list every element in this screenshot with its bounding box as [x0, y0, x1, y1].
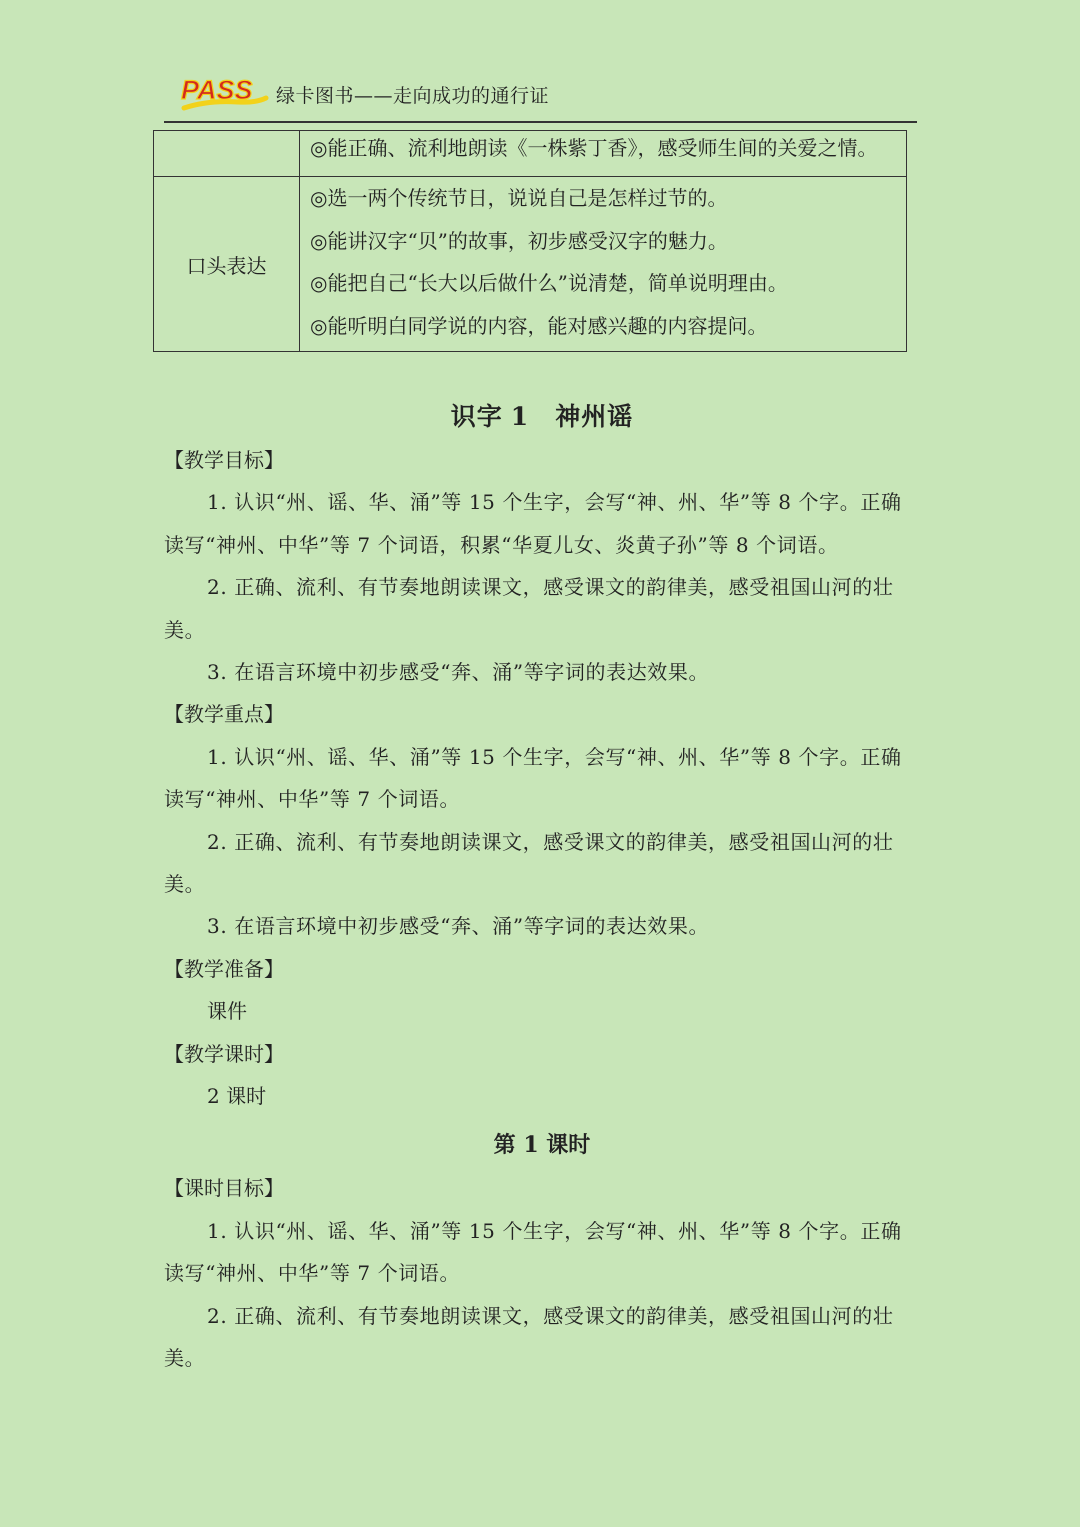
- header-divider: [164, 121, 917, 123]
- table-item: ◎能听明白同学说的内容，能对感兴趣的内容提问。: [310, 313, 768, 338]
- table-item: ◎能讲汉字“贝”的故事，初步感受汉字的魅力。: [310, 228, 728, 253]
- period-title: 第 1 课时: [493, 1132, 591, 1159]
- table-row: [154, 131, 907, 177]
- preparation-heading: 【教学准备】: [164, 956, 284, 981]
- lesson-content: [164, 395, 920, 1379]
- lesson-title-name: 神州谣: [555, 402, 634, 431]
- table-category-cell-empty: [154, 131, 300, 177]
- lesson-title-prefix: 识字: [450, 402, 503, 431]
- page-header: [178, 72, 549, 116]
- pass-logo: [178, 72, 270, 116]
- header-tagline: 绿卡图书——走向成功的通行证: [276, 84, 550, 107]
- table-item: ◎能把自己“长大以后做什么”说清楚，简单说明理由。: [310, 271, 788, 295]
- period-goal-item: 1. 认识“州、谣、华、涌”等 15 个生字，会写“神、州、华”等 8 个字。正确读写“神州、中华”等 7 个词语。: [164, 1218, 902, 1286]
- svg-text:PASS: PASS: [181, 75, 253, 105]
- lesson-title-number: 1: [510, 402, 530, 431]
- period-goals-heading: 【课时目标】: [164, 1176, 284, 1201]
- key-points-heading: 【教学重点】: [164, 702, 284, 727]
- goal-item: 3. 在语言环境中初步感受“奔、涌”等字词的表达效果。: [207, 660, 710, 685]
- goal-item: 2. 正确、流利、有节奏地朗读课文，感受课文的韵律美，感受祖国山河的壮美。: [164, 575, 894, 642]
- table-item: ◎选一两个传统节日，说说自己是怎样过节的。: [310, 186, 728, 210]
- table-item-cell: [300, 131, 907, 177]
- table-item-cell: [300, 177, 907, 352]
- period-goal-item: 2. 正确、流利、有节奏地朗读课文，感受课文的韵律美，感受祖国山河的壮美。: [164, 1303, 894, 1371]
- key-point-item: 2. 正确、流利、有节奏地朗读课文，感受课文的韵律美，感受祖国山河的壮美。: [164, 829, 894, 897]
- key-point-item: 3. 在语言环境中初步感受“奔、涌”等字词的表达效果。: [207, 914, 710, 939]
- class-hours-text: 2 课时: [207, 1084, 267, 1109]
- table-item: ◎能正确、流利地朗读《一株紫丁香》，感受师生间的关爱之情。: [310, 136, 878, 160]
- table-category-oral-expression: 口头表达: [154, 177, 300, 352]
- key-point-item: 1. 认识“州、谣、华、涌”等 15 个生字，会写“神、州、华”等 8 个字。正确读写“神州、中华”等 7 个词语。: [164, 744, 902, 812]
- table-row: [154, 177, 907, 352]
- goal-item: 1. 认识“州、谣、华、涌”等 15 个生字，会写“神、州、华”等 8 个字。正确读写“神州、中华”等 7 个词语，积累“华夏儿女、炎黄子孙”等 8 个词语。: [164, 490, 902, 557]
- preparation-text: 课件: [207, 999, 247, 1024]
- lesson-title: [164, 395, 920, 439]
- class-hours-heading: 【教学课时】: [164, 1041, 284, 1066]
- objectives-table: [153, 130, 907, 352]
- goals-heading: 【教学目标】: [164, 448, 284, 472]
